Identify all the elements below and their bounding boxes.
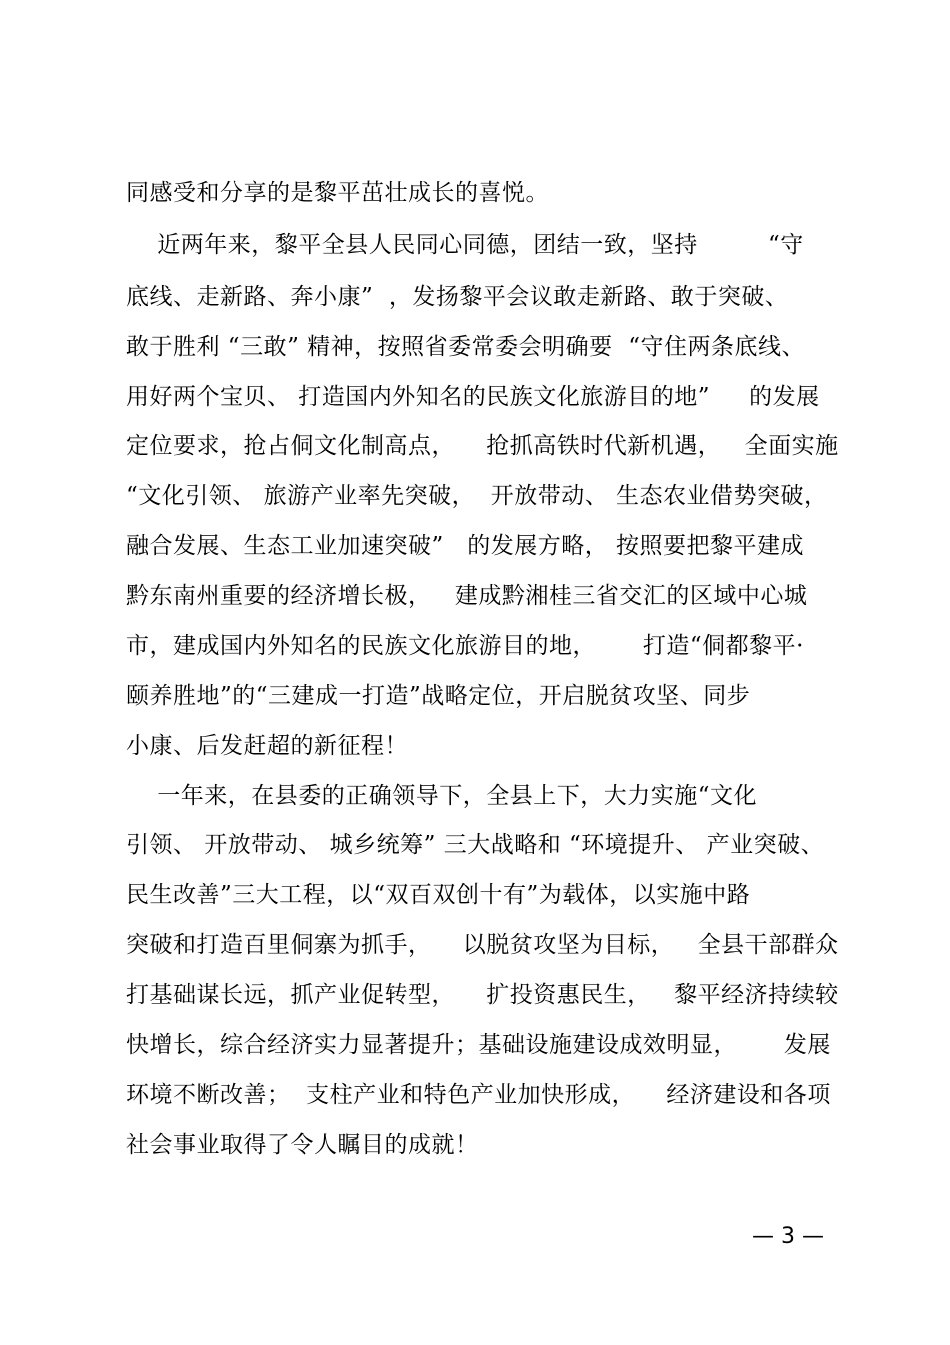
text-line: 敢于胜利 “三敢” 精神，按照省委常委会明确要 “守住两条底线、 — [126, 334, 806, 360]
text-line: 打基础谋长远，抓产业促转型， 扩投资惠民生， 黎平经济持续较 — [126, 982, 839, 1008]
text-line: 快增长，综合经济实力显著提升；基础设施建设成效明显， 发展 — [126, 1032, 831, 1058]
text-line: 底线、走新路、奔小康” ，发扬黎平会议敢走新路、敢于突破、 — [126, 284, 789, 310]
text-line: 小康、后发赶超的新征程！ — [126, 733, 408, 759]
text-line: 融合发展、生态工业加速突破” 的发展方略， 按照要把黎平建成 — [126, 533, 805, 559]
text-line: 环境不断改善； 支柱产业和特色产业加快形成， 经济建设和各项 — [126, 1082, 831, 1108]
text-line: 定位要求，抢占侗文化制高点， 抢抓高铁时代新机遇， 全面实施 — [126, 433, 839, 459]
text-line: 突破和打造百里侗寨为抓手， 以脱贫攻坚为目标， 全县干部群众 — [126, 932, 839, 958]
text-line: 引领、 开放带动、 城乡统筹” 三大战略和 “环境提升、 产业突破、 — [126, 832, 825, 858]
text-line: 用好两个宝贝、 打造国内外知名的民族文化旅游目的地” 的发展 — [126, 384, 820, 410]
text-line: “文化引领、 旅游产业率先突破， 开放带动、 生态农业借势突破， — [126, 483, 828, 509]
text-line: 市，建成国内外知名的民族文化旅游目的地， 打造“侗都黎平· — [126, 633, 804, 659]
text-line: 一年来，在县委的正确领导下，全县上下，大力实施“文化 — [126, 783, 758, 809]
text-line: 黔东南州重要的经济增长极， 建成黔湘桂三省交汇的区域中心城 — [126, 583, 808, 609]
text-line: 颐养胜地”的“三建成一打造”战略定位，开启脱贫攻坚、同步 — [126, 683, 751, 709]
page-number: — 3 — — [752, 1224, 824, 1249]
text-line: 近两年来，黎平全县人民同心同德，团结一致，坚持 “守 — [126, 232, 804, 258]
text-line: 民生改善”三大工程，以“双百双创十有”为载体，以实施中路 — [126, 882, 751, 908]
text-line: 同感受和分享的是黎平茁壮成长的喜悦。 — [126, 180, 549, 206]
text-line: 社会事业取得了令人瞩目的成就！ — [126, 1132, 479, 1158]
